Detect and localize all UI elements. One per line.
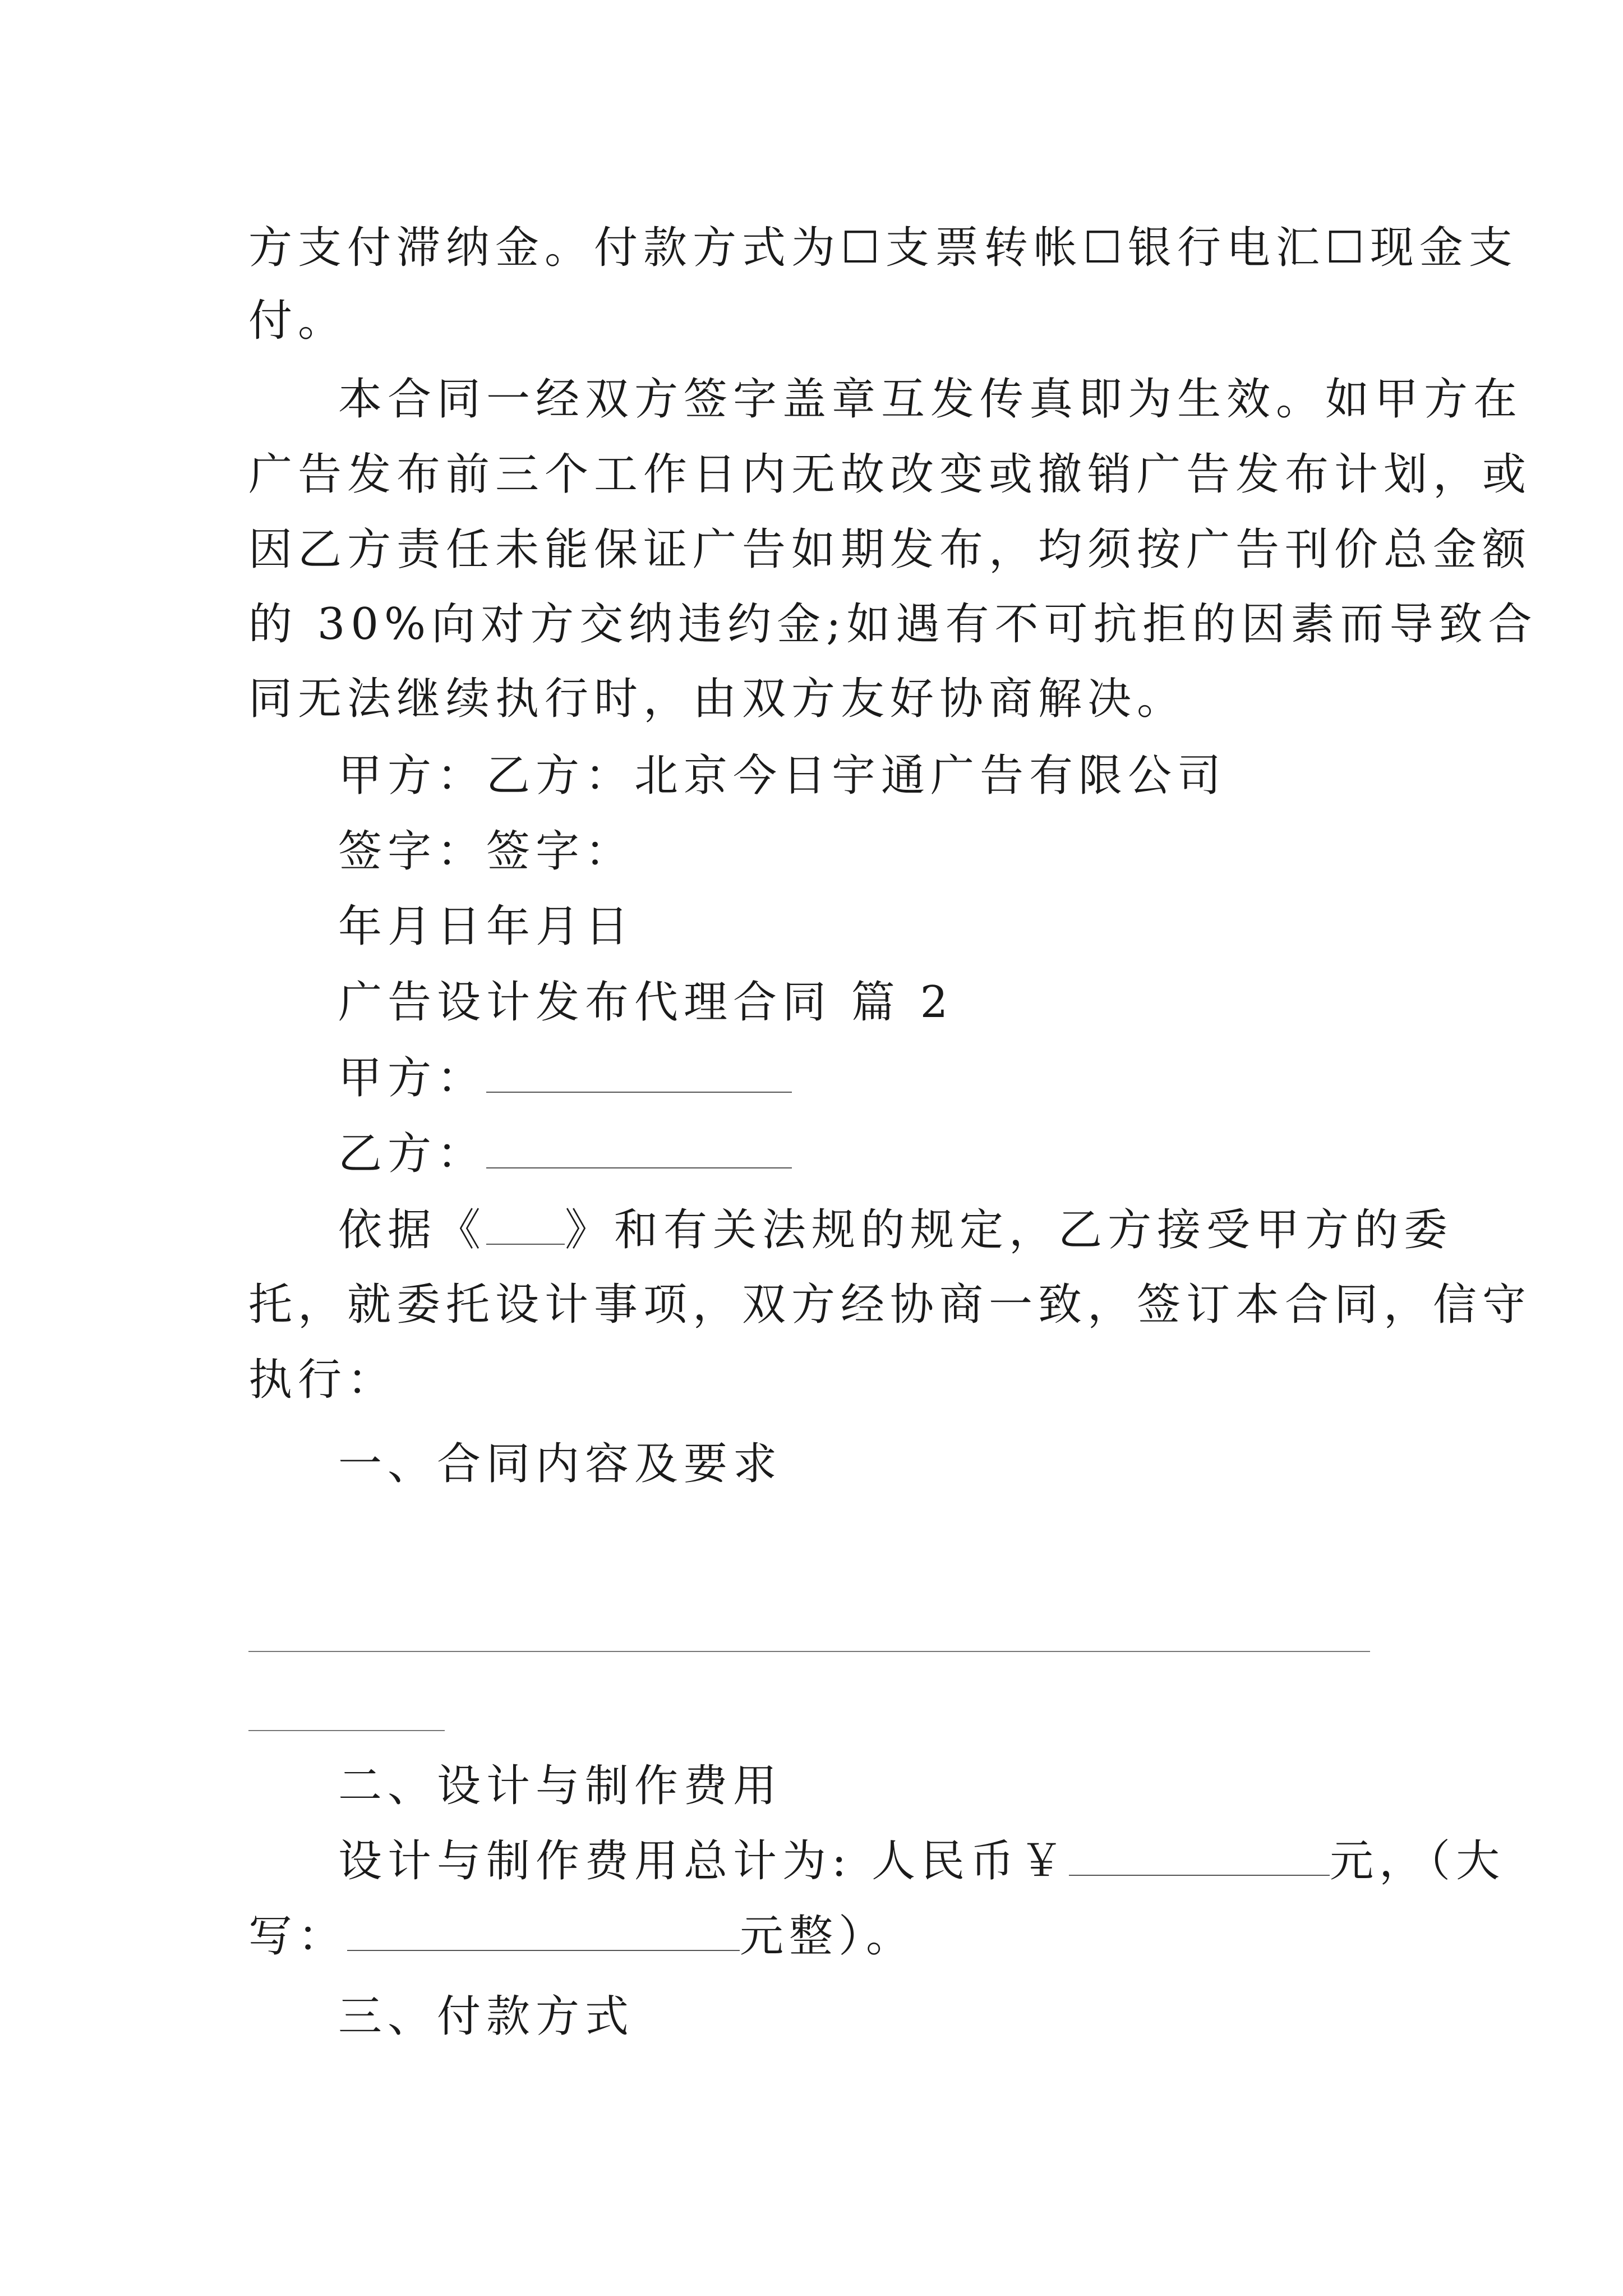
paragraph-line: 广告发布前三个工作日内无故改变或撤销广告发布计划，或	[248, 449, 1532, 500]
date-line: 年月日年月日	[338, 901, 635, 952]
content-blank-line	[248, 1730, 445, 1731]
signature-line: 签字：签字：	[338, 826, 635, 877]
paragraph-line: 付。	[248, 296, 348, 346]
paragraph-line: 方支付滞纳金。付款方式为☐支票转帐☐银行电汇☐现金支	[248, 223, 1518, 273]
paragraph-line: 本合同一经双方签字盖章互发传真即为生效。如甲方在	[338, 374, 1523, 425]
paragraph-line: 托，就委托设计事项，双方经协商一致，签订本合同，信守	[248, 1280, 1532, 1330]
paragraph-line: 同无法继续执行时，由双方友好协商解决。	[248, 674, 1187, 724]
fee-line	[338, 1833, 1505, 1889]
fee-amount-blank	[1069, 1835, 1330, 1876]
fee-label: 设计与制作费用总计为: 人民币￥	[338, 1836, 1069, 1887]
party-a-label: 甲方：	[338, 1053, 487, 1103]
content-blank-line	[248, 1651, 1370, 1652]
law-name-blank	[486, 1204, 565, 1245]
party-b-label: 乙方：	[338, 1129, 487, 1179]
section-heading: 二、设计与制作费用	[338, 1761, 783, 1811]
party-b-blank	[486, 1128, 792, 1168]
section-heading: 三、付款方式	[338, 1991, 635, 2042]
paragraph-line: 的 30%向对方交纳违约金;如遇有不可抗拒的因素而导致合	[248, 599, 1538, 650]
paragraph-line	[338, 1202, 1453, 1258]
text-fragment: 依据《	[338, 1205, 487, 1255]
text-fragment: 》和有关法规的规定，乙方接受甲方的委	[565, 1205, 1454, 1255]
paragraph-line: 因乙方责任未能保证广告如期发布，均须按广告刊价总金额	[248, 524, 1532, 575]
fee-capital-line	[248, 1908, 915, 1964]
section-heading: 一、合同内容及要求	[338, 1439, 783, 1489]
party-b-line	[338, 1126, 792, 1182]
signature-parties-line: 甲方：乙方：北京今日宇通广告有限公司	[338, 751, 1227, 801]
party-a-line	[338, 1050, 792, 1106]
text-fragment: 写：	[248, 1911, 348, 1962]
paragraph-line: 执行：	[248, 1355, 397, 1405]
text-fragment: 元整）。	[740, 1911, 916, 1962]
text-fragment: 元，（大	[1330, 1836, 1506, 1887]
fee-capital-blank	[347, 1911, 740, 1951]
section-title: 广告设计发布代理合同 篇 2	[338, 977, 954, 1028]
party-a-blank	[486, 1052, 792, 1093]
